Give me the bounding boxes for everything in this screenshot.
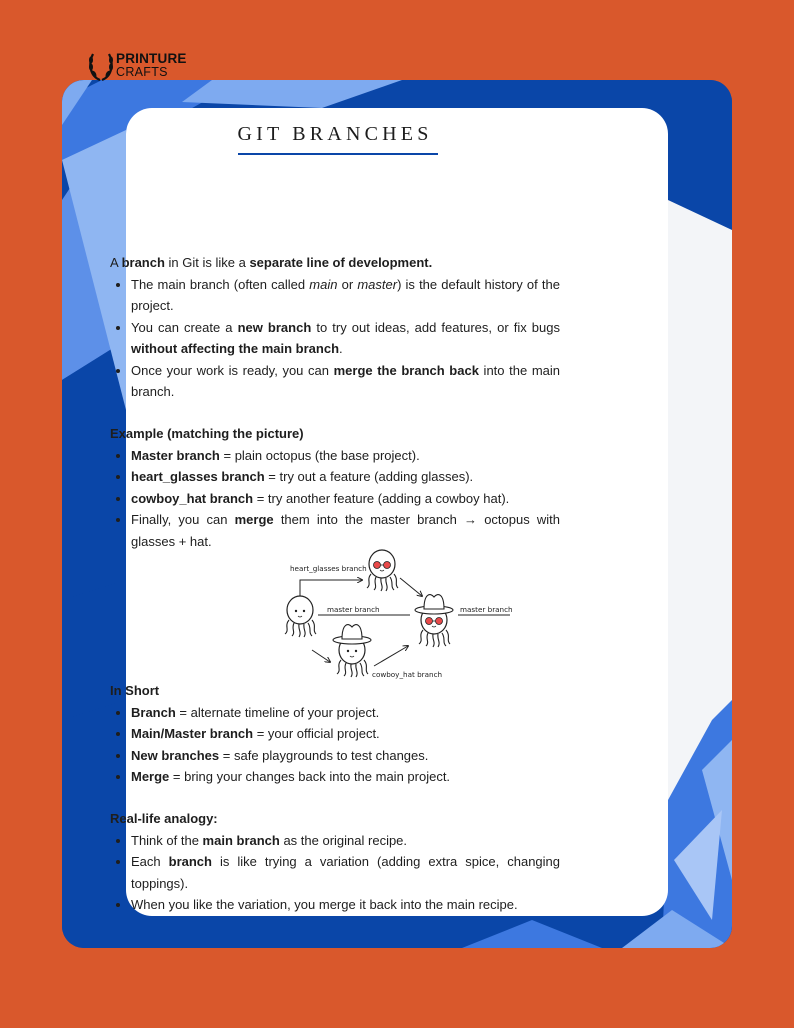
list-item: • Main/Master branch = your official project. <box>131 723 560 745</box>
label-heart-branch: heart_glasses branch <box>290 564 367 573</box>
label-cowboy-branch: cowboy_hat branch <box>372 670 443 679</box>
in-short-heading: In Short <box>110 683 160 698</box>
list-item: • Think of the main branch as the original recipe. <box>131 830 560 852</box>
octopus-glasses <box>367 550 398 591</box>
intro-section <box>110 252 560 403</box>
list-item: • Merge = bring your changes back into the main project. <box>131 766 560 788</box>
list-item: • New branches = safe playgrounds to test changes. <box>131 745 560 767</box>
label-master-branch-1: master branch <box>327 605 380 614</box>
list-item: • heart_glasses branch = try out a feature (adding glasses). <box>131 466 560 488</box>
analogy-list <box>110 830 560 916</box>
octopus-merged <box>415 595 453 647</box>
list-item: • Master branch = plain octopus (the base project). <box>131 445 560 467</box>
in-short-list <box>110 702 560 788</box>
label-master-branch-2: master branch <box>460 605 513 614</box>
brand-name: PRINTURE <box>116 51 187 66</box>
list-item: • When you like the variation, you merge it back into the main recipe. <box>131 894 560 916</box>
list-item: • Each branch is like trying a variation (adding extra spice, changing toppings). <box>131 851 560 894</box>
intro-list <box>110 274 560 403</box>
list-item: • Branch = alternate timeline of your project. <box>131 702 560 724</box>
intro-paragraph: A branch in Git is like a separate line of development. <box>110 255 433 270</box>
laurel-icon <box>88 50 114 82</box>
branch-diagram <box>214 470 514 686</box>
list-item: • The main branch (often called main or master) is the default history of the project. <box>131 274 560 317</box>
analogy-heading: Real-life analogy: <box>110 811 218 826</box>
octopus-hat <box>333 625 371 677</box>
list-item: • You can create a new branch to try out ideas, add features, or fix bugs without affecting the main branch. <box>131 317 560 360</box>
in-short-section <box>110 680 560 788</box>
brand-subname: CRAFTS <box>116 65 168 79</box>
example-heading: Example (matching the picture) <box>110 426 304 441</box>
list-item: • Finally, you can merge them into the master branch → octopus with glasses + hat. <box>131 509 560 552</box>
list-item: • Once your work is ready, you can merge the branch back into the main branch. <box>131 360 560 403</box>
page-title: GIT BRANCHES <box>237 123 433 145</box>
list-item: • cowboy_hat branch = try another feature (adding a cowboy hat). <box>131 488 560 510</box>
analogy-section <box>110 808 560 916</box>
octopus-master <box>285 596 316 637</box>
title-underline <box>238 153 438 155</box>
